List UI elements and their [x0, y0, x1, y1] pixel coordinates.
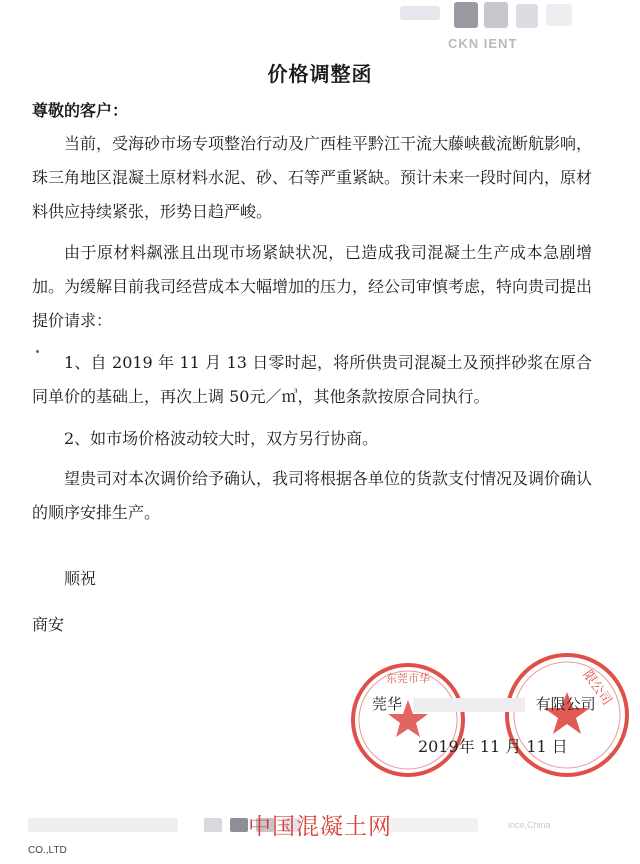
company-seal-left — [348, 660, 468, 780]
header-partial-word: CKN IENT — [448, 36, 518, 51]
closing-line-2: 商安 — [32, 615, 65, 634]
signature-date: 2019年 11 月 11 日 — [418, 737, 568, 756]
blurred-block — [484, 2, 508, 28]
blurred-block — [516, 4, 538, 28]
site-watermark: 中国混凝土网 — [248, 814, 392, 840]
signature-company-start: 莞华 — [372, 695, 403, 713]
seal-right-text: 限公司 — [579, 667, 615, 709]
seal-left-text: 东莞市华 — [386, 672, 430, 685]
footer-company-suffix: CO.,LTD — [28, 845, 67, 856]
paragraph-confirmation: 望贵司对本次调价给予确认，我司将根据各单位的货款支付情况及调价确认的顺序安排生产。 — [32, 469, 593, 522]
paragraph-cost-increase: 由于原材料飙涨且出现市场紧缺状况，已造成我司混凝土生产成本急剧增加。为缓解目前我司经营成本大幅增加的压力，经公司审慎考虑，特向贵司提出提价请求： — [32, 243, 593, 330]
document-title: 价格调整函 — [267, 62, 373, 86]
list-item-price-adjustment: 1、自 2019 年 11 月 13 日零时起，将所供贵司混凝土及预拌砂浆在原合同单价的基础上，再次上调 50元／㎥，其他条款按原合同执行。 — [32, 353, 592, 406]
blurred-block — [546, 4, 572, 26]
footer-country-text: ince,China — [508, 820, 551, 830]
blurred-block — [454, 2, 478, 28]
company-seal-right — [502, 650, 632, 780]
blurred-block — [400, 6, 440, 20]
redacted-block — [413, 698, 525, 712]
signature-company-end: 有限公司 — [535, 695, 596, 713]
paragraph-situation: 当前，受海砂市场专项整治行动及广西桂平黔江干流大藤峡截流断航影响，珠三角地区混凝土原材料水泥、砂、石等严重紧缺。预计未来一段时间内，原材料供应持续紧张，形势日趋严峻。 — [32, 134, 593, 221]
closing-line-1: 顺祝 — [64, 569, 97, 588]
signature-company — [372, 693, 596, 714]
list-item-negotiation: 2、如市场价格波动较大时，双方另行协商。 — [64, 429, 379, 448]
salutation: 尊敬的客户： — [32, 101, 129, 120]
header-logo-blurred — [400, 0, 580, 51]
